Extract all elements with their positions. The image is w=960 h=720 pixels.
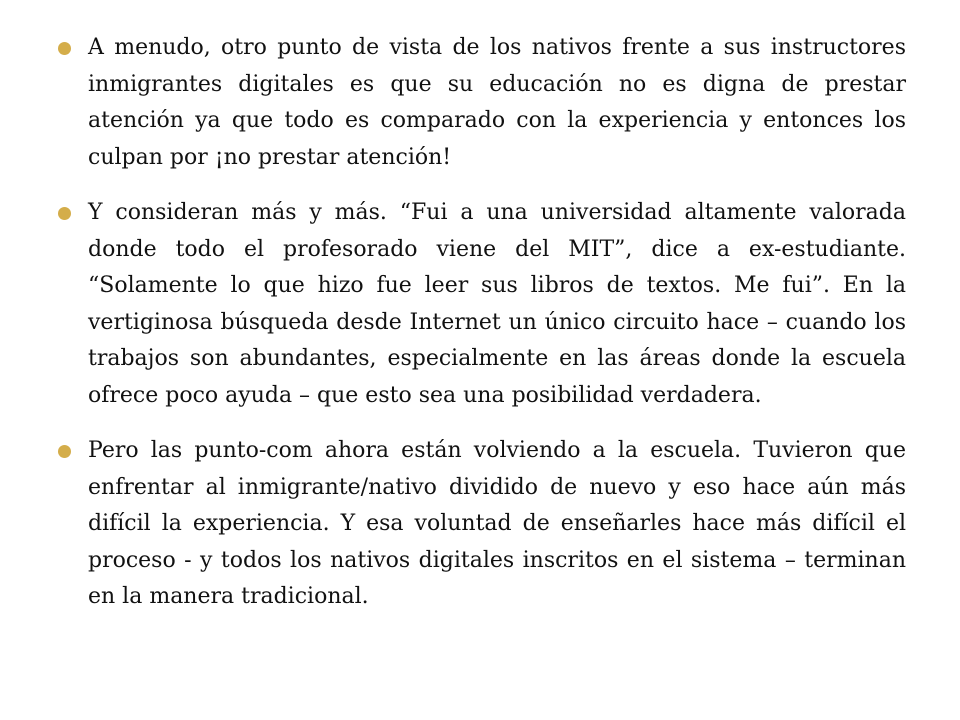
bullet-list — [56, 30, 906, 635]
bullet-item-1 — [56, 30, 906, 176]
bullet-text: Pero las punto-com ahora están volviendo a la escuela. Tuvieron que enfrentar al inmigrante/nativo dividido de nuevo y eso hace aún más difícil la experiencia. Y esa voluntad de enseñarles hace más difícil el proceso - y todos los nativos digitales inscritos en el sistema – terminan en la manera tradicional. — [88, 438, 906, 609]
bullet-dot-icon — [58, 445, 71, 458]
bullet-text: A menudo, otro punto de vista de los nativos frente a sus instructores inmigrantes digitales es que su educación no es digna de prestar atención ya que todo es comparado con la experiencia y entonces los culpan por ¡no prestar atención! — [88, 35, 906, 170]
bullet-item-3 — [56, 433, 906, 616]
bullet-dot-icon — [58, 207, 71, 220]
bullet-text: Y consideran más y más. “Fui a una universidad altamente valorada donde todo el profesorado viene del MIT”, dice a ex-estudiante. “Solamente lo que hizo fue leer sus libros de textos. Me fui”. En la vertiginosa búsqueda desde Internet un único circuito hace – cuando los trabajos son abundantes, especialmente en las áreas donde la escuela ofrece poco ayuda – que esto sea una posibilidad verdadera. — [88, 200, 906, 408]
bullet-dot-icon — [58, 42, 71, 55]
bullet-item-2 — [56, 195, 906, 414]
